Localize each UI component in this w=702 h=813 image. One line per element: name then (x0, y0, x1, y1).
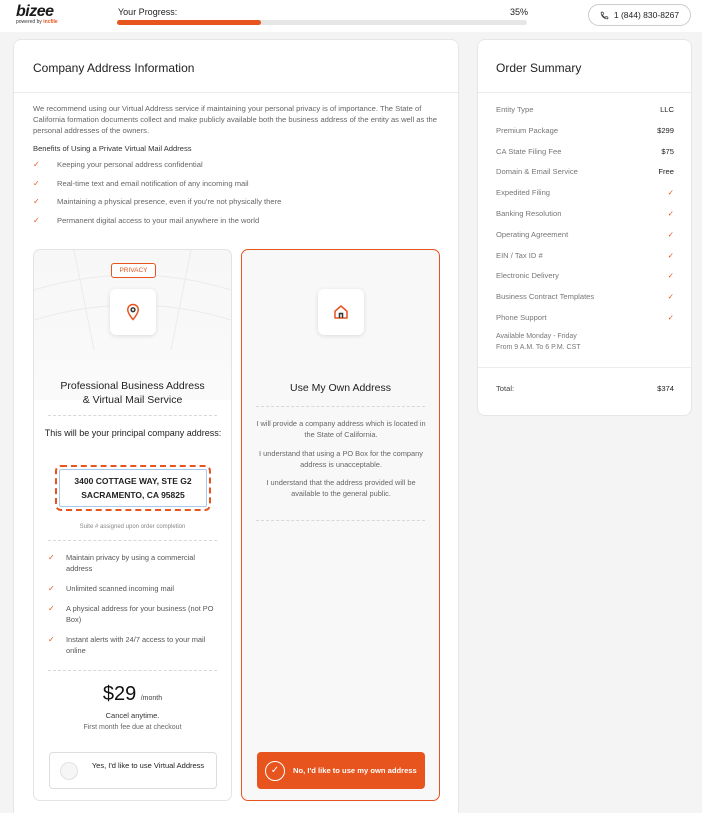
divider (48, 540, 217, 541)
benefits-title: Benefits of Using a Private Virtual Mail Address (33, 144, 192, 153)
total-row (496, 384, 674, 393)
check-icon: ✓ (48, 604, 55, 613)
feature-text: Instant alerts with 24/7 access to your mail online (66, 635, 206, 655)
radio-unselected (60, 762, 78, 780)
use-virtual-address-button[interactable] (49, 752, 217, 789)
benefits-list (33, 160, 281, 234)
benefit-text: Real-time text and email notification of any incoming mail (57, 178, 249, 188)
total-divider (478, 367, 691, 368)
check-icon: ✓ (667, 250, 674, 260)
summary-row (496, 209, 674, 230)
availability-note (496, 331, 581, 353)
own-text-1: I will provide a company address which is located in the State of California. (256, 419, 426, 439)
check-circle-icon: ✓ (265, 761, 285, 781)
summary-row-value: $75 (661, 146, 674, 156)
order-summary-card (477, 39, 692, 416)
benefit-text: Keeping your personal address confidential (57, 160, 203, 169)
summary-row (496, 251, 674, 272)
summary-row-value: LLC (660, 105, 674, 114)
total-label: Total: (496, 384, 515, 393)
summary-row-label: Phone Support (496, 312, 547, 322)
summary-row-label: Expedited Filing (496, 188, 551, 198)
total-value: $374 (657, 384, 674, 393)
availability-line1: Available Monday - Friday (496, 333, 577, 340)
virtual-button-label: Yes, I'd like to use Virtual Address (91, 761, 205, 770)
feature-item (48, 552, 218, 574)
phone-button[interactable] (588, 4, 691, 26)
check-icon: ✓ (33, 178, 40, 188)
divider (48, 415, 217, 416)
address-line2: SACRAMENTO, CA 95825 (81, 490, 185, 500)
availability-line2: From 9 A.M. To 6 P.M. CST (496, 344, 581, 351)
benefit-item (33, 179, 281, 198)
company-address-card (13, 39, 459, 813)
section-title: Company Address Information (33, 61, 195, 75)
summary-row-label: Entity Type (496, 105, 534, 114)
own-text-3: I understand that the address provided will be available to the general public. (266, 478, 416, 498)
benefit-text: Maintaining a physical presence, even if you're not physically there (57, 197, 282, 206)
check-icon: ✓ (48, 584, 55, 593)
suite-note: Suite # assigned upon order completion (79, 524, 186, 530)
powered-by-text: powered by (16, 19, 42, 25)
summary-row-label: Electronic Delivery (496, 271, 559, 281)
summary-row (496, 271, 674, 292)
check-icon: ✓ (667, 188, 674, 198)
check-icon: ✓ (667, 208, 674, 218)
check-icon: ✓ (667, 271, 674, 281)
check-icon: ✓ (33, 160, 40, 169)
brand-name: bizee (16, 3, 54, 20)
location-pin-icon (110, 289, 156, 335)
first-month-fee-note: First month fee due at checkout (83, 724, 182, 731)
summary-row (496, 188, 674, 209)
benefit-item (33, 216, 281, 235)
summary-row-label: Premium Package (496, 125, 559, 135)
progress-percent: 35% (510, 7, 529, 17)
benefit-item (33, 160, 281, 179)
virtual-address-option[interactable] (33, 249, 232, 801)
own-address-option[interactable] (241, 249, 440, 801)
summary-divider (478, 92, 691, 93)
summary-row-label: Domain & Email Service (496, 167, 578, 177)
check-icon: ✓ (667, 292, 674, 302)
summary-row-label: Operating Agreement (496, 229, 569, 239)
principal-address-label: This will be your principal company address: (44, 428, 222, 438)
check-icon: ✓ (48, 553, 55, 562)
summary-row-label: Business Contract Templates (496, 292, 595, 302)
powered-by-brand: incfile (43, 19, 58, 25)
use-own-address-button[interactable] (257, 752, 425, 789)
price-period: /month (140, 695, 163, 702)
address-line1: 3400 COTTAGE WAY, STE G2 (74, 476, 192, 486)
divider (256, 520, 425, 521)
virtual-option-title (34, 379, 231, 407)
phone-number: 1 (844) 830-8267 (613, 10, 680, 20)
benefit-text: Permanent digital access to your mail anywhere in the world (57, 215, 260, 225)
intro-text: We recommend using our Virtual Address service if maintaining your personal privacy is of importance. The State of California formation documents collect and make publicly available both the business address of the entity as well as the personal addresses of the owners. (33, 104, 437, 135)
summary-row-label: CA State Filing Fee (496, 146, 562, 156)
progress-bar (117, 20, 527, 25)
feature-text: Maintain privacy by using a commercial address (66, 553, 195, 573)
summary-row-label: Banking Resolution (496, 208, 562, 218)
progress-bar-fill (117, 20, 261, 25)
bizee-logo[interactable] (16, 5, 58, 25)
summary-row-value: Free (658, 167, 674, 177)
divider (48, 670, 217, 671)
summary-row (496, 105, 674, 126)
feature-text: A physical address for your business (not PO Box) (66, 604, 214, 624)
divider (256, 406, 425, 407)
summary-row-label: EIN / Tax ID # (496, 250, 543, 260)
powered-by (16, 19, 58, 25)
top-header (0, 0, 702, 32)
check-icon: ✓ (667, 312, 674, 322)
benefit-item (33, 197, 281, 216)
summary-row-value: $299 (657, 125, 674, 135)
virtual-address-box (55, 465, 211, 511)
virtual-title-line1: Professional Business Address (60, 380, 205, 392)
cancel-anytime: Cancel anytime. (105, 711, 160, 720)
phone-icon (600, 11, 609, 20)
home-icon (318, 289, 364, 335)
feature-item (48, 634, 218, 656)
summary-row (496, 147, 674, 168)
own-option-title: Use My Own Address (290, 382, 391, 394)
virtual-title-line2: & Virtual Mail Service (82, 394, 183, 406)
own-button-label: No, I'd like to use my own address (293, 766, 417, 775)
price (34, 683, 231, 706)
feature-text: Unlimited scanned incoming mail (66, 584, 175, 593)
title-divider (14, 92, 458, 93)
feature-item (48, 583, 218, 594)
privacy-badge: PRIVACY (111, 263, 156, 278)
price-amount: $29 (102, 683, 137, 705)
check-icon: ✓ (33, 215, 40, 225)
own-text-2: I understand that using a PO Box for the company address is unacceptable. (259, 449, 423, 469)
check-icon: ✓ (48, 635, 55, 644)
order-summary-title: Order Summary (496, 61, 582, 75)
progress-label: Your Progress: (118, 7, 178, 17)
summary-rows (496, 105, 674, 334)
summary-row (496, 167, 674, 188)
feature-item (48, 603, 218, 625)
summary-row (496, 126, 674, 147)
summary-row (496, 230, 674, 251)
check-icon: ✓ (33, 197, 40, 206)
virtual-features-list (48, 552, 218, 665)
check-icon: ✓ (667, 229, 674, 239)
summary-row (496, 292, 674, 313)
